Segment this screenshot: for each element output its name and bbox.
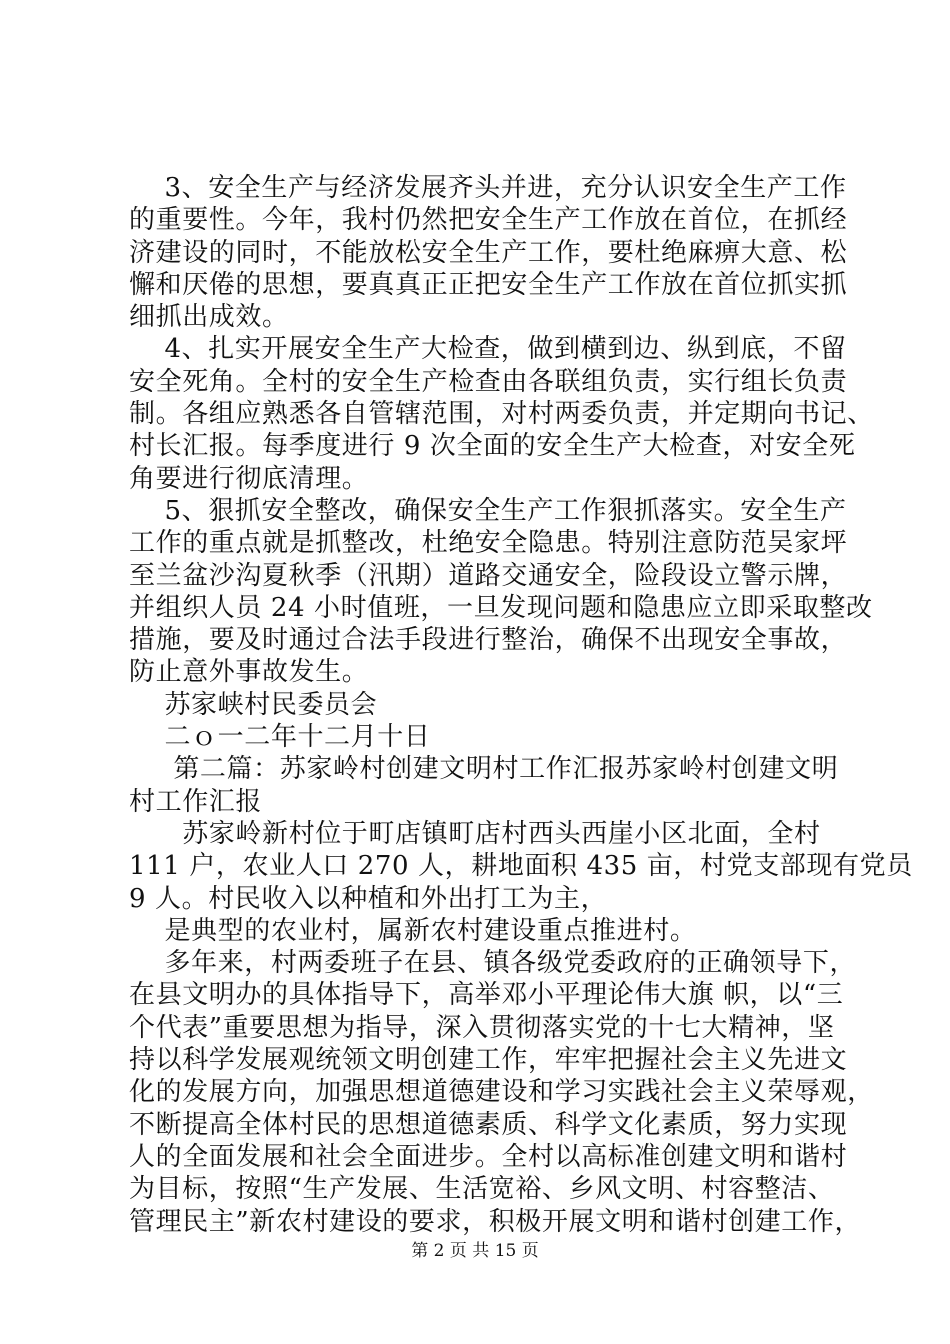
text-line: 二ｏ一二年十二月十日 bbox=[129, 722, 431, 753]
text-line: 措施，要及时通过合法手段进行整治，确保不出现安全事故， bbox=[129, 625, 848, 656]
text-line: 3、安全生产与经济发展齐头并进，充分认识安全生产工作 bbox=[129, 173, 847, 203]
text-line: 工作的重点就是抓整改，杜绝安全隐患。特别注意防范吴家坪 bbox=[129, 528, 848, 559]
text-line: 苏家岭新村位于町店镇町店村西头西崖小区北面，全村 bbox=[129, 818, 821, 849]
text-line: 管理民主”新农村建设的要求，积极开展文明和谐村创建工作， bbox=[129, 1206, 862, 1237]
text-line: 安全死角。全村的安全生产检查由各联组负责，实行组长负责 bbox=[129, 366, 848, 397]
text-line: 人的全面发展和社会全面进步。全村以高标准创建文明和谐村 bbox=[129, 1141, 848, 1172]
text-line: 化的发展方向，加强思想道德建设和学习实践社会主义荣辱观， bbox=[129, 1077, 874, 1108]
text-line: 并组织人员 24 小时值班，一旦发现问题和隐患应立即采取整改 bbox=[129, 592, 873, 623]
text-line: 111 户，农业人口 270 人，耕地面积 435 亩，村党支部现有党员 bbox=[129, 851, 913, 882]
text-line: 多年来，村两委班子在县、镇各级党委政府的正确领导下， bbox=[129, 948, 857, 979]
text-line: 9 人。村民收入以种植和外出打工为主， bbox=[129, 883, 608, 914]
text-line: 至兰盆沙沟夏秋季（汛期）道路交通安全，险段设立警示牌， bbox=[129, 560, 848, 591]
text-line: 为目标，按照“生产发展、生活宽裕、乡风文明、村容整洁、 bbox=[129, 1174, 835, 1205]
text-line: 懈和厌倦的思想，要真真正正把安全生产工作放在首位抓实抓 bbox=[129, 269, 848, 300]
page-footer: 第 2 页 共 15 页 bbox=[411, 1241, 539, 1261]
text-line: 济建设的同时，不能放松安全生产工作，要杜绝麻痹大意、松 bbox=[129, 237, 848, 268]
text-line: 细抓出成效。 bbox=[129, 302, 289, 333]
text-line: 是典型的农业村，属新农村建设重点推进村。 bbox=[129, 915, 697, 946]
text-line: 第二篇：苏家岭村创建文明村工作汇报苏家岭村创建文明 bbox=[129, 754, 839, 785]
text-line: 村长汇报。每季度进行 9 次全面的安全生产大检查，对安全死 bbox=[129, 431, 856, 462]
text-line: 不断提高全体村民的思想道德素质、科学文化素质，努力实现 bbox=[129, 1109, 848, 1140]
text-line: 持以科学发展观统领文明创建工作，牢牢把握社会主义先进文 bbox=[129, 1045, 848, 1076]
document-body bbox=[129, 172, 913, 1238]
text-line: 的重要性。今年，我村仍然把安全生产工作放在首位，在抓经 bbox=[129, 205, 848, 236]
text-line: 角要进行彻底清理。 bbox=[129, 463, 369, 494]
text-line: 防止意外事故发生。 bbox=[129, 657, 369, 688]
text-line: 在县文明办的具体指导下，高举邓小平理论伟大旗 帜，以“三 bbox=[129, 980, 844, 1011]
text-line: 苏家峡村民委员会 bbox=[129, 689, 378, 720]
text-line: 5、狠抓安全整改，确保安全生产工作狠抓落实。安全生产 bbox=[129, 495, 847, 526]
text-line: 村工作汇报 bbox=[129, 786, 263, 817]
text-line: 4、扎实开展安全生产大检查，做到横到边、纵到底，不留 bbox=[129, 334, 847, 365]
text-line: 个代表”重要思想为指导，深入贯彻落实党的十七大精神，坚 bbox=[129, 1012, 835, 1043]
text-line: 制。各组应熟悉各自管辖范围，对村两委负责，并定期向书记、 bbox=[129, 399, 874, 430]
